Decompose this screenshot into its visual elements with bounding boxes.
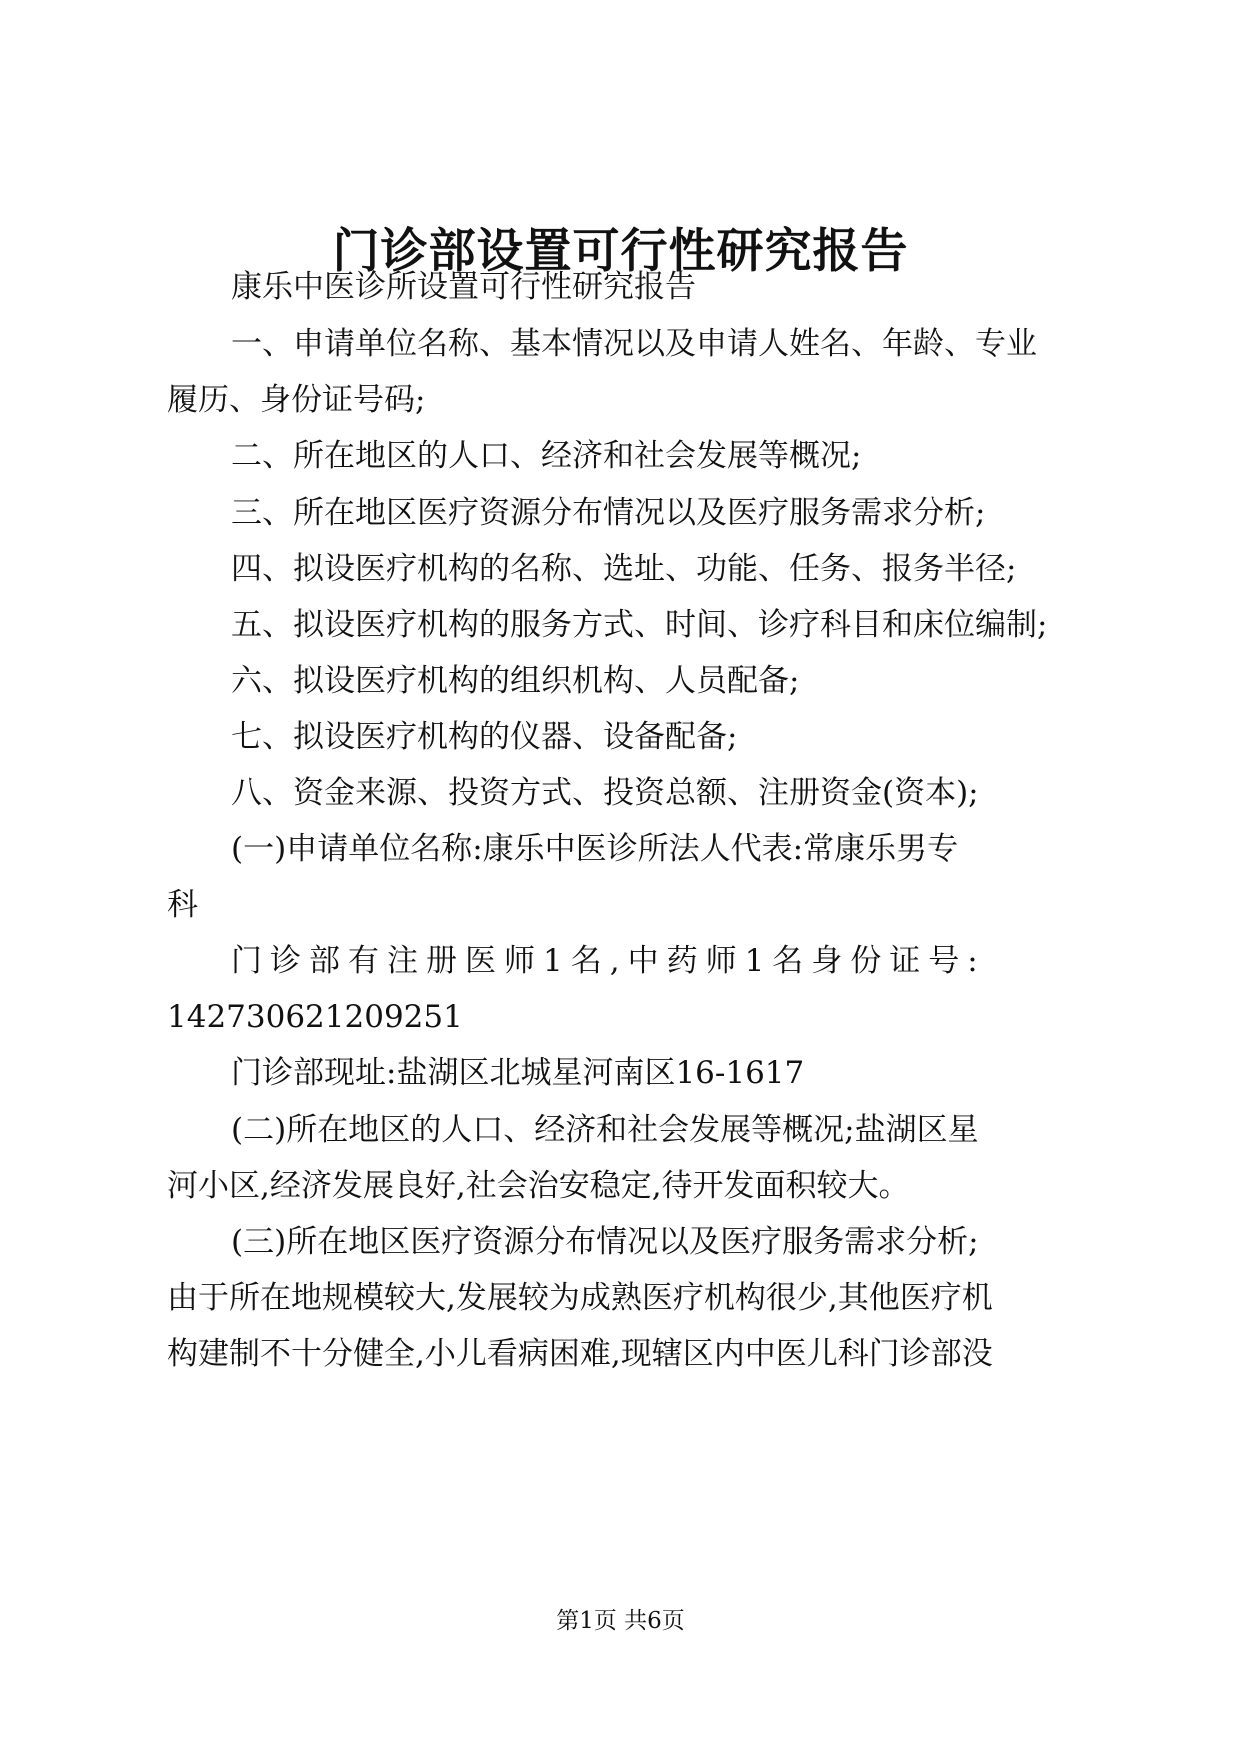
paragraph-line: 由于所在地规模较大,发展较为成熟医疗机构很少,其他医疗机: [167, 1280, 993, 1316]
paragraph-line: 142730621209251: [167, 999, 463, 1035]
document-title: 门诊部设置可行性研究报告: [332, 224, 909, 279]
paragraph-line: 五、拟设医疗机构的服务方式、时间、诊疗科目和床位编制;: [231, 607, 1048, 643]
paragraph-line: 康乐中医诊所设置可行性研究报告: [231, 269, 696, 305]
paragraph-line: 六、拟设医疗机构的组织机构、人员配备;: [231, 663, 800, 699]
paragraph-line: 门诊部现址:盐湖区北城星河南区16-1617: [231, 1055, 805, 1091]
paragraph-line: 科: [167, 887, 198, 923]
paragraph-line: 河小区,经济发展良好,社会治安稳定,待开发面积较大。: [167, 1168, 910, 1204]
paragraph-line: 七、拟设医疗机构的仪器、设备配备;: [231, 719, 738, 755]
page-number: 第1页 共6页: [556, 1608, 685, 1634]
paragraph-line: 构建制不十分健全,小儿看病困难,现辖区内中医儿科门诊部没: [167, 1336, 993, 1372]
paragraph-line: 门诊部有注册医师1名,中药师1名身份证号:: [231, 943, 986, 979]
paragraph-line: 履历、身份证号码;: [167, 382, 426, 418]
paragraph-line: 三、所在地区医疗资源分布情况以及医疗服务需求分析;: [231, 495, 986, 531]
paragraph-line: (二)所在地区的人口、经济和社会发展等概况;盐湖区星: [231, 1112, 979, 1148]
paragraph-line: (三)所在地区医疗资源分布情况以及医疗服务需求分析;: [231, 1224, 979, 1260]
paragraph-line: 一、申请单位名称、基本情况以及申请人姓名、年龄、专业: [231, 326, 1037, 362]
paragraph-line: 八、资金来源、投资方式、投资总额、注册资金(资本);: [231, 775, 979, 811]
paragraph-line: (一)申请单位名称:康乐中医诊所法人代表:常康乐男专: [231, 831, 959, 867]
paragraph-line: 四、拟设医疗机构的名称、选址、功能、任务、报务半径;: [231, 551, 1017, 587]
paragraph-line: 二、所在地区的人口、经济和社会发展等概况;: [231, 438, 862, 474]
